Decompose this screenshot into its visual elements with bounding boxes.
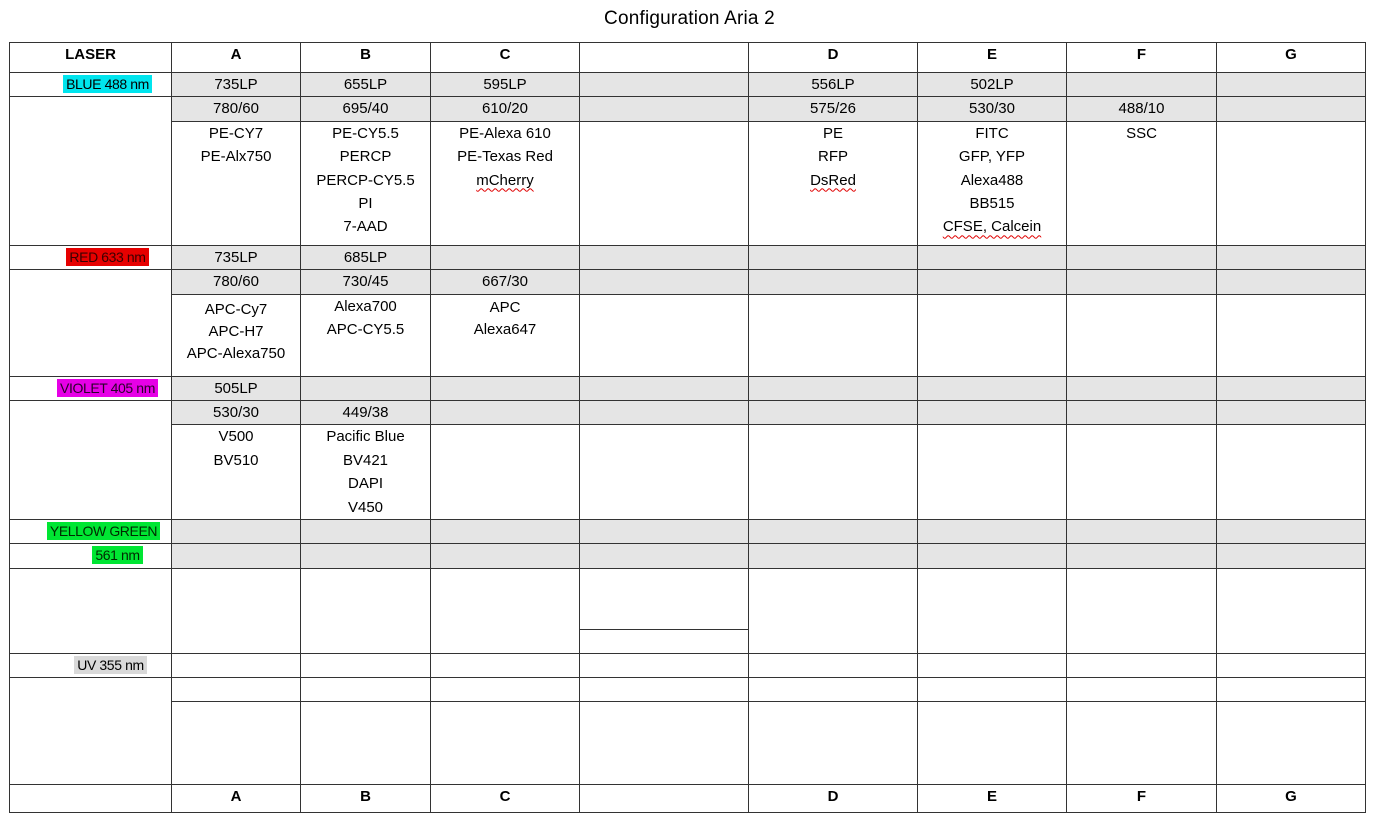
blue-dyes-f bbox=[1067, 121, 1217, 245]
blue-lp-blank bbox=[580, 73, 749, 97]
page-title: Configuration Aria 2 bbox=[604, 8, 775, 29]
dye: PI bbox=[358, 195, 373, 213]
laser-label-blue-text: BLUE 488 nm bbox=[63, 75, 152, 93]
yg-cell bbox=[918, 520, 1067, 544]
yg-dye-cell bbox=[10, 568, 172, 653]
yg-dye-cell bbox=[749, 568, 918, 653]
uv-cell bbox=[918, 653, 1067, 677]
yg-cell bbox=[431, 544, 580, 568]
yg-cell bbox=[918, 544, 1067, 568]
yg-dye-cell bbox=[431, 568, 580, 653]
blue-lp-b: 655LP bbox=[301, 73, 431, 97]
uv-cell bbox=[431, 653, 580, 677]
yg-cell bbox=[1217, 520, 1366, 544]
blue-bp-g bbox=[1217, 97, 1366, 121]
dye: PE bbox=[822, 124, 843, 142]
red-bp-c: 667/30 bbox=[431, 270, 580, 294]
blue-longpass-row bbox=[10, 73, 1366, 97]
dye: BV421 bbox=[342, 451, 389, 469]
uv-dye-cell bbox=[301, 702, 431, 785]
violet-bp-blank bbox=[580, 401, 749, 425]
violet-dyes-f bbox=[1067, 425, 1217, 520]
violet-lp-g bbox=[1217, 376, 1366, 400]
uv-cell bbox=[301, 678, 431, 702]
yg-cell bbox=[580, 544, 749, 568]
dye: PERCP bbox=[339, 148, 392, 166]
blue-bp-c: 610/20 bbox=[431, 97, 580, 121]
violet-label-spacer bbox=[10, 401, 172, 520]
dye: GFP, YFP bbox=[958, 148, 1026, 166]
dye: BB515 bbox=[969, 195, 1015, 213]
dye: Pacific Blue bbox=[326, 428, 405, 446]
uv-cell bbox=[1067, 653, 1217, 677]
blue-bp-a: 780/60 bbox=[172, 97, 301, 121]
yg-cell bbox=[1217, 544, 1366, 568]
violet-lp-blank bbox=[580, 376, 749, 400]
violet-bandpass-row bbox=[10, 401, 1366, 425]
uv-row-2 bbox=[10, 678, 1366, 702]
blue-bandpass-row bbox=[10, 97, 1366, 121]
red-dyes-c bbox=[431, 294, 580, 376]
red-bp-blank bbox=[580, 270, 749, 294]
uv-dye-cell bbox=[431, 702, 580, 785]
blue-bp-d: 575/26 bbox=[749, 97, 918, 121]
dye: Alexa700 bbox=[334, 297, 397, 315]
blue-bp-b: 695/40 bbox=[301, 97, 431, 121]
red-dyes-a bbox=[172, 294, 301, 376]
red-dyes-g bbox=[1217, 294, 1366, 376]
red-dyes-blank bbox=[580, 294, 749, 376]
footer-laser bbox=[10, 785, 172, 813]
yellow-green-row-2 bbox=[10, 544, 1366, 568]
blue-lp-a: 735LP bbox=[172, 73, 301, 97]
laser-label-yellow-green-text-2: 561 nm bbox=[92, 546, 142, 564]
yg-cell bbox=[749, 544, 918, 568]
dye: PERCP-CY5.5 bbox=[316, 171, 415, 189]
red-longpass-row bbox=[10, 245, 1366, 269]
blue-lp-e: 502LP bbox=[918, 73, 1067, 97]
dye: BV510 bbox=[213, 451, 259, 469]
laser-label-red-text: RED 633 nm bbox=[66, 248, 148, 266]
blue-dyes-c bbox=[431, 121, 580, 245]
header-col-f: F bbox=[1067, 43, 1217, 73]
red-lp-e bbox=[918, 245, 1067, 269]
uv-dye-cell bbox=[1067, 702, 1217, 785]
blue-dyes-b bbox=[301, 121, 431, 245]
dye: PE-Texas Red bbox=[457, 148, 553, 166]
uv-cell bbox=[1217, 653, 1366, 677]
violet-lp-c bbox=[431, 376, 580, 400]
violet-dyes-b bbox=[301, 425, 431, 520]
violet-bp-e bbox=[918, 401, 1067, 425]
laser-label-violet bbox=[10, 376, 172, 400]
footer-row bbox=[10, 785, 1366, 813]
blue-dyes-a bbox=[172, 121, 301, 245]
uv-dye-cell bbox=[918, 702, 1067, 785]
uv-dye-cell bbox=[1217, 702, 1366, 785]
uv-cell bbox=[1217, 678, 1366, 702]
header-col-g: G bbox=[1217, 43, 1366, 73]
red-lp-b: 685LP bbox=[301, 245, 431, 269]
red-bandpass-row bbox=[10, 270, 1366, 294]
dye: Alexa647 bbox=[473, 320, 537, 338]
dye: PE-Alexa 610 bbox=[459, 124, 551, 142]
violet-bp-b: 449/38 bbox=[301, 401, 431, 425]
violet-dyes-blank bbox=[580, 425, 749, 520]
violet-lp-d bbox=[749, 376, 918, 400]
yg-dye-cell bbox=[918, 568, 1067, 653]
violet-dyes-e bbox=[918, 425, 1067, 520]
red-dyes-f bbox=[1067, 294, 1217, 376]
yg-cell bbox=[172, 544, 301, 568]
uv-cell bbox=[749, 678, 918, 702]
blue-dyes-g bbox=[1217, 121, 1366, 245]
yg-cell bbox=[431, 520, 580, 544]
header-laser: LASER bbox=[10, 43, 172, 73]
violet-bp-f bbox=[1067, 401, 1217, 425]
uv-cell bbox=[580, 653, 749, 677]
violet-dyes-g bbox=[1217, 425, 1366, 520]
dye: 7-AAD bbox=[343, 218, 388, 236]
configuration-table bbox=[9, 42, 1366, 813]
footer-col-g: G bbox=[1217, 785, 1366, 813]
uv-dye-cell bbox=[580, 702, 749, 785]
dye-spellcheck: mCherry bbox=[476, 171, 534, 189]
violet-lp-e bbox=[918, 376, 1067, 400]
yg-cell bbox=[301, 544, 431, 568]
laser-label-uv bbox=[10, 653, 172, 677]
dye: V500 bbox=[218, 428, 254, 446]
yg-dye-cell bbox=[1067, 568, 1217, 653]
violet-dyes-a bbox=[172, 425, 301, 520]
laser-label-yellow-green-2 bbox=[10, 544, 172, 568]
red-bp-b: 730/45 bbox=[301, 270, 431, 294]
yellow-green-dyes-row bbox=[10, 568, 1366, 653]
laser-label-blue bbox=[10, 73, 172, 97]
uv-dyes-row bbox=[10, 702, 1366, 785]
red-bp-d bbox=[749, 270, 918, 294]
yg-cell bbox=[172, 520, 301, 544]
footer-col-d: D bbox=[749, 785, 918, 813]
uv-cell bbox=[1067, 678, 1217, 702]
blue-bp-e: 530/30 bbox=[918, 97, 1067, 121]
footer-col-f: F bbox=[1067, 785, 1217, 813]
dye: DAPI bbox=[347, 475, 383, 493]
violet-bp-d bbox=[749, 401, 918, 425]
yg-dye-cell-split bbox=[580, 568, 749, 653]
yg-cell bbox=[1067, 520, 1217, 544]
blue-bp-f: 488/10 bbox=[1067, 97, 1217, 121]
dye: APC-Cy7 bbox=[204, 300, 268, 318]
footer-col-blank bbox=[580, 785, 749, 813]
violet-bp-g bbox=[1217, 401, 1366, 425]
uv-dye-cell bbox=[172, 702, 301, 785]
red-bp-a: 780/60 bbox=[172, 270, 301, 294]
uv-label-spacer bbox=[10, 678, 172, 785]
uv-cell bbox=[172, 678, 301, 702]
red-bp-f bbox=[1067, 270, 1217, 294]
header-col-e: E bbox=[918, 43, 1067, 73]
uv-cell bbox=[431, 678, 580, 702]
laser-label-uv-text: UV 355 nm bbox=[74, 656, 146, 674]
uv-cell bbox=[580, 678, 749, 702]
blue-dyes-d bbox=[749, 121, 918, 245]
red-lp-a: 735LP bbox=[172, 245, 301, 269]
red-dyes-row bbox=[10, 294, 1366, 376]
uv-cell bbox=[301, 653, 431, 677]
footer-col-a: A bbox=[172, 785, 301, 813]
violet-lp-b bbox=[301, 376, 431, 400]
violet-longpass-row bbox=[10, 376, 1366, 400]
yg-dye-cell bbox=[1217, 568, 1366, 653]
uv-row-1 bbox=[10, 653, 1366, 677]
dye: PE-Alx750 bbox=[200, 148, 272, 166]
violet-dyes-row bbox=[10, 425, 1366, 520]
uv-dye-cell bbox=[749, 702, 918, 785]
blue-lp-d: 556LP bbox=[749, 73, 918, 97]
blue-dyes-e bbox=[918, 121, 1067, 245]
dye: PE-CY7 bbox=[208, 124, 264, 142]
yg-dye-cell bbox=[301, 568, 431, 653]
blue-lp-g bbox=[1217, 73, 1366, 97]
blue-label-spacer bbox=[10, 97, 172, 245]
yg-cell bbox=[749, 520, 918, 544]
violet-bp-c bbox=[431, 401, 580, 425]
red-lp-c bbox=[431, 245, 580, 269]
blue-bp-blank bbox=[580, 97, 749, 121]
yg-cell bbox=[580, 520, 749, 544]
violet-dyes-c bbox=[431, 425, 580, 520]
dye: Alexa488 bbox=[960, 171, 1024, 189]
red-dyes-d bbox=[749, 294, 918, 376]
dye: V450 bbox=[347, 498, 384, 516]
red-lp-f bbox=[1067, 245, 1217, 269]
red-bp-e bbox=[918, 270, 1067, 294]
dye: RFP bbox=[818, 148, 848, 166]
header-col-d: D bbox=[749, 43, 918, 73]
red-dyes-e bbox=[918, 294, 1067, 376]
dye: APC-CY5.5 bbox=[326, 321, 405, 339]
blue-lp-c: 595LP bbox=[431, 73, 580, 97]
laser-label-red bbox=[10, 245, 172, 269]
header-row bbox=[10, 43, 1366, 73]
dye: APC bbox=[489, 298, 521, 316]
dye: APC-Alexa750 bbox=[186, 344, 286, 362]
dye: APC-H7 bbox=[208, 322, 264, 340]
dye: SSC bbox=[1126, 124, 1157, 142]
violet-bp-a: 530/30 bbox=[172, 401, 301, 425]
dye-spellcheck: CFSE, Calcein bbox=[942, 218, 1042, 236]
laser-label-yellow-green-text-1: YELLOW GREEN bbox=[47, 522, 160, 540]
blue-dyes-blank bbox=[580, 121, 749, 245]
footer-col-c: C bbox=[431, 785, 580, 813]
uv-cell bbox=[749, 653, 918, 677]
red-label-spacer bbox=[10, 270, 172, 376]
dye-spellcheck: DsRed bbox=[810, 171, 856, 189]
yg-cell bbox=[301, 520, 431, 544]
header-col-c: C bbox=[431, 43, 580, 73]
footer-col-b: B bbox=[301, 785, 431, 813]
violet-lp-a: 505LP bbox=[172, 376, 301, 400]
violet-dyes-d bbox=[749, 425, 918, 520]
yg-dye-cell bbox=[172, 568, 301, 653]
blue-dyes-row bbox=[10, 121, 1366, 245]
red-lp-d bbox=[749, 245, 918, 269]
footer-col-e: E bbox=[918, 785, 1067, 813]
violet-lp-f bbox=[1067, 376, 1217, 400]
yellow-green-row-1 bbox=[10, 520, 1366, 544]
header-col-blank bbox=[580, 43, 749, 73]
yg-cell bbox=[1067, 544, 1217, 568]
dye: FITC bbox=[975, 124, 1009, 142]
laser-label-violet-text: VIOLET 405 nm bbox=[57, 379, 158, 397]
red-lp-g bbox=[1217, 245, 1366, 269]
header-col-a: A bbox=[172, 43, 301, 73]
laser-label-yellow-green bbox=[10, 520, 172, 544]
dye: PE-CY5.5 bbox=[332, 124, 399, 142]
blue-lp-f bbox=[1067, 73, 1217, 97]
red-lp-blank bbox=[580, 245, 749, 269]
uv-cell bbox=[172, 653, 301, 677]
header-col-b: B bbox=[301, 43, 431, 73]
red-bp-g bbox=[1217, 270, 1366, 294]
red-dyes-b bbox=[301, 294, 431, 376]
uv-cell bbox=[918, 678, 1067, 702]
